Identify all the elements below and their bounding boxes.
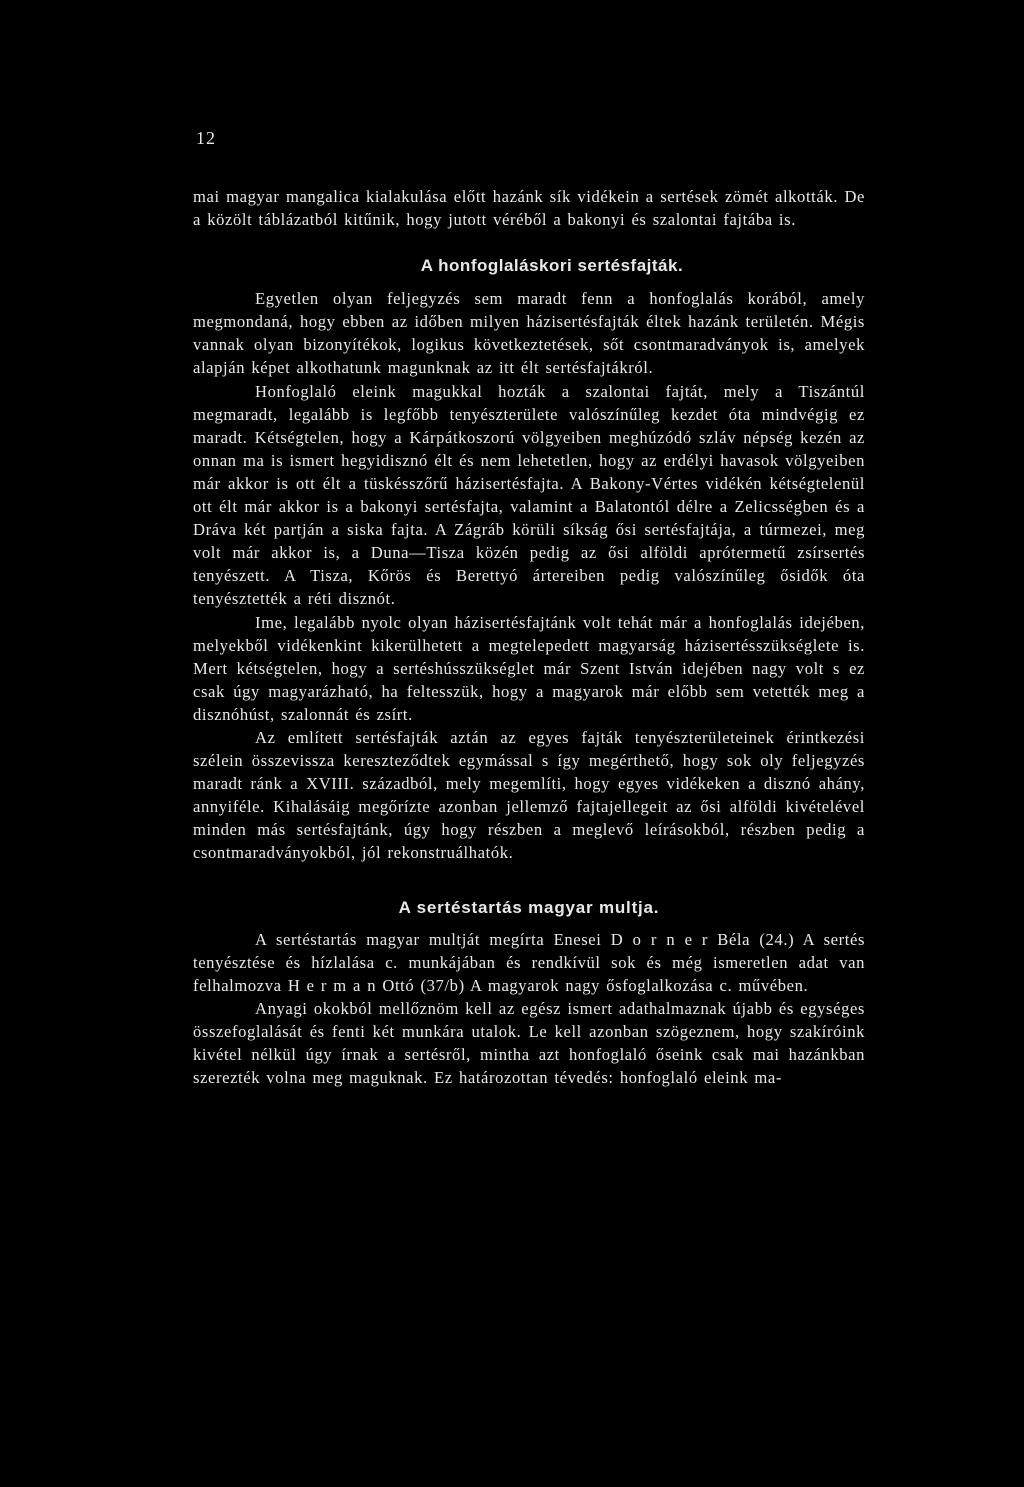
paragraph: Anyagi okokból mellőznöm kell az egész ismert adathalmaznak újabb és egységes összefoglalását és fenti két munkára utalok. Le kell azonban szögeznem, hogy szakíróink kivétel nélkül úgy írnak a sertésről, mintha azt honfoglaló őseink csak mai hazánkban szerezték volna meg maguknak. Ez határozottan tévedés: honfoglaló eleink ma- xyxy=(193,998,865,1088)
section-heading-sertestartas: A sertéstartás magyar multja. xyxy=(398,897,660,917)
text-column xyxy=(193,185,865,1089)
paragraph: Az említett sertésfajták aztán az egyes fajták tenyészterületeinek érintkezési szélein összevissza kereszteződtek egymással s így megérthető, hogy sok oly feljegyzés maradt ránk a XVIII. századból, mely megemlíti, hogy egyes vidékeken a disznó ahány, annyiféle. Kihalásáig megőrízte azonban jellemző fajtajellegeit az ősi alföldi kivételével minden más sertésfajtánk, úgy hogy részben a meglevő leírásokból, részben pedig a csontmaradványokból, jól rekonstruálhatók. xyxy=(193,727,865,863)
paragraph: Egyetlen olyan feljegyzés sem maradt fenn a honfoglalás korából, amely megmondaná, hogy ebben az időben milyen házisertésfajták éltek hazánk területén. Mégis vannak olyan bizonyítékok, logikus következtetések, sőt csontmaradványok is, amelyek alapján képet alkothatunk magunknak az itt élt sertésfajtákról. xyxy=(193,289,865,378)
paragraph: Honfoglaló eleink magukkal hozták a szalontai fajtát, mely a Tiszántúl megmaradt, legalább is legfőbb tenyészterülete valószínűleg kezdet óta mindvégig ez maradt. Kétségtelen, hogy a Kárpátkoszorú völgyeiben meghúzódó szláv népség kezén az onnan ma is ismert hegyidisznó élt és nem lehetetlen, hogy az erdélyi havasok völgyeiben már akkor is ott élt a tüskésszőrű házisertésfajta. A Bakony-Vértes vidékén kétségtelenül ott élt már akkor is a bakonyi sertésfajta, valamint a Balatontól délre a Zelicsségben és a Dráva két partján a siska fajta. A Zágráb körüli síkság ősi sertésfajtája, a túrmezei, meg volt már akkor is, a Duna—Tisza közén pedig az ősi alföldi aprótermetű zsírsertés tenyészett. A Tisza, Kőrös és Berettyó ártereiben pedig valószínűleg ősidők óta tenyésztették a réti disznót. xyxy=(193,381,865,609)
intro-paragraph: mai magyar mangalica kialakulása előtt hazánk sík vidékein a sertések zömét alkották. De a közölt táblázatból kitűnik, hogy jutott véréből a bakonyi és szalontai fajtába is. xyxy=(193,187,865,230)
section-heading-honfoglalaskori: A honfoglaláskori sertésfajták. xyxy=(420,256,684,276)
paragraph: A sertéstartás magyar multját megírta Enesei D o r n e r Béla (24.) A sertés tenyésztése és hízlalása c. munkájában és rendkívül sok és még ismeretlen adat van felhalmozva H e r m a n Ottó (37/b) A magyarok nagy ősfoglalkozása c. művében. xyxy=(193,929,865,995)
page-number: 12 xyxy=(196,128,216,148)
paragraph: Ime, legalább nyolc olyan házisertésfajtánk volt tehát már a honfoglalás idejében, melyekből vidékenkint kikerülhetett a megtelepedett magyarság házisertésszükséglete is. Mert kétségtelen, hogy a sertéshússzükséglet már Szent István idejében nagy volt s ez csak úgy magyarázható, ha feltesszük, hogy a magyarok már előbb sem vetették meg a disznóhúst, szalonnát és zsírt. xyxy=(193,612,865,724)
